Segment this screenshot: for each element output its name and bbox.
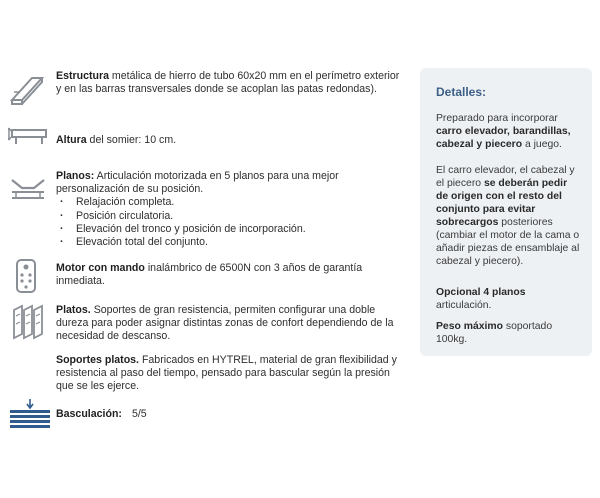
feature-soportes [8,354,406,394]
feature-estructura [8,70,406,110]
list-item: · Elevación total del conjunto. [56,236,406,249]
planos-label: Planos: [56,170,95,182]
detalles-p2-pre: El carro elevador, el cabezal y el piecero [436,165,575,189]
list-item: · Posición circulatoria. [56,210,406,223]
platos-text [56,304,406,344]
detalles-title: Detalles: [436,85,487,99]
detalles-p2-post: posteriores (cambiar el motor de la cama o añadir piezas de ensamblaje al cabezal y piecero). [436,217,580,267]
estructura-desc: metálica de hierro de tubo 60x20 mm en el perímetro exterior y en las barras transversales donde se acoplan las patas redondas). [56,70,400,96]
soportes-desc: Fabricados en HYTREL, material de gran flexibilidad y resistencia al paso del tiempo, pensado para bascular según la presión que se les ejerce. [56,354,397,393]
platos-desc: Soportes de gran resistencia, permiten configurar una doble dureza para poder asignar distintas zonas de confort dependiendo de la necesidad de descanso. [56,304,394,343]
remote-control-icon [8,258,44,299]
feature-basculacion [8,398,406,434]
altura-text [56,134,406,147]
detalles-p1-bold: carro elevador, barandillas, cabezal y piecero [436,126,571,150]
pressure-layers-icon [8,398,52,437]
detalles-paragraph-4 [436,320,582,346]
articulated-bed-icon [8,172,48,209]
soportes-text [56,354,406,394]
tube-beam-icon [8,70,46,111]
platos-label: Platos. [56,304,91,316]
slats-icon [8,302,48,347]
list-item: · Elevación del tronco y posición de incorporación. [56,223,406,236]
feature-altura [8,122,406,152]
motor-label: Motor con mando [56,262,145,274]
detalles-p3-post: articulación. [436,300,492,311]
planos-desc: Articulación motorizada en 5 planos para una mejor personalización de su posición. [56,170,339,196]
detalles-p4-post: soportado 100kg. [436,321,553,345]
altura-desc: del somier: 10 cm. [86,134,177,146]
detalles-p3-bold: Opcional 4 planos [436,287,526,298]
feature-planos [8,170,406,250]
estructura-text [56,70,406,96]
detalles-p1-post: a juego. [522,139,562,150]
bed-frame-height-icon [8,124,50,153]
planos-list [56,196,406,249]
detalles-p4-bold: Peso máximo [436,321,503,332]
detalles-paragraph-1 [436,112,582,151]
detalles-panel [420,68,592,356]
detalles-p2-bold: se deberán pedir de origen con el resto del conjunto para evitar sobrecargos [436,178,568,228]
list-item: · Relajación completa. [56,196,406,209]
motor-text [56,262,406,288]
basculacion-label: Basculación: [56,408,122,420]
altura-label: Altura [56,134,87,146]
estructura-label: Estructura [56,70,109,82]
detalles-paragraph-3 [436,286,582,312]
motor-desc: inalámbrico de 6500N con 3 años de garantía inmediata. [56,262,363,288]
detalles-p1-pre: Preparado para incorporar [436,113,558,124]
feature-motor [8,258,406,294]
detalles-paragraph-2 [436,164,582,268]
feature-platos [8,302,406,346]
soportes-label: Soportes platos. [56,354,139,366]
basculacion-text [56,408,406,421]
planos-text [56,170,406,249]
basculacion-value: 5/5 [131,408,147,420]
